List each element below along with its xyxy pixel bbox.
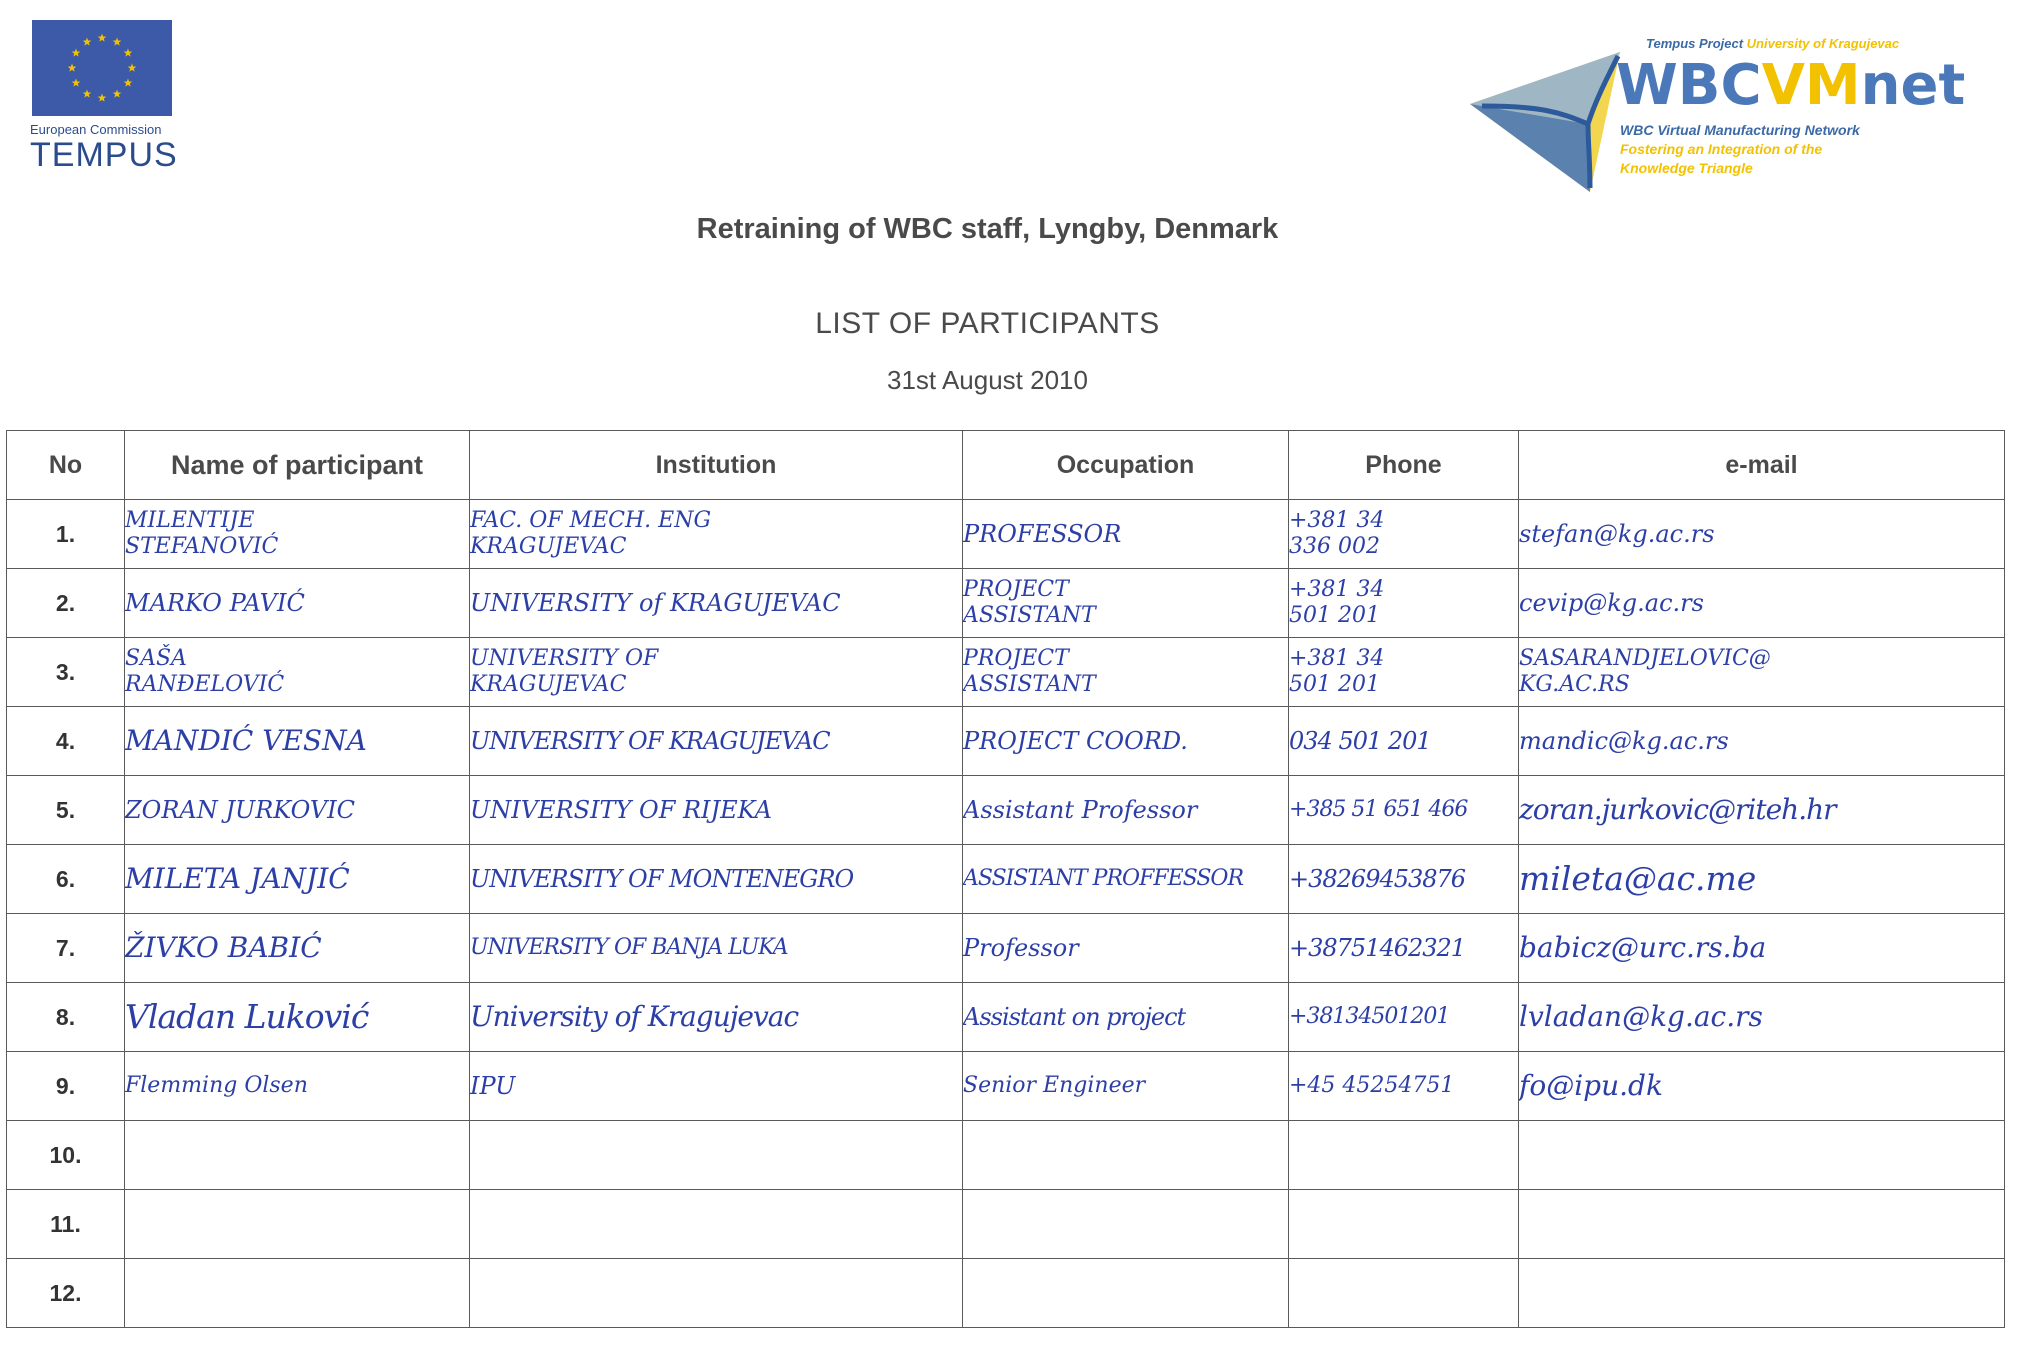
- cell-email-line: stefan@kg.ac.rs: [1519, 520, 1715, 548]
- wbc-logo-subtitle: WBC Virtual Manufacturing Network: [1620, 122, 1860, 138]
- cell-phone-line: +381 34: [1289, 508, 1385, 533]
- wbc-triangle-icon: [1470, 42, 1630, 192]
- eu-star-icon: [83, 89, 92, 97]
- cell-occupation-line: Assistant on project: [963, 1003, 1186, 1031]
- cell-occupation-line: PROJECT: [963, 646, 1069, 671]
- cell-occupation: [963, 1052, 1289, 1121]
- cell-phone: [1289, 1052, 1519, 1121]
- cell-phone: [1289, 776, 1519, 845]
- cell-occupation-line: Assistant Professor: [963, 796, 1198, 824]
- cell-institution: [470, 500, 963, 569]
- cell-name-line: MANDIĆ VESNA: [125, 724, 367, 757]
- cell-occupation: [963, 1121, 1289, 1190]
- cell-name-line: ZORAN JURKOVIC: [125, 796, 356, 824]
- cell-phone: [1289, 914, 1519, 983]
- cell-occupation: [963, 914, 1289, 983]
- cell-email: [1519, 1259, 2005, 1328]
- cell-name: [125, 776, 470, 845]
- cell-email-line: KG.AC.RS: [1519, 672, 1630, 697]
- cell-name: [125, 707, 470, 776]
- cell-phone: [1289, 569, 1519, 638]
- wbcvmnet-logo: [1470, 32, 1990, 192]
- cell-phone-line: 501 201: [1289, 603, 1380, 628]
- cell-occupation: [963, 569, 1289, 638]
- cell-occupation: [963, 1259, 1289, 1328]
- eu-star-icon: [113, 89, 122, 97]
- cell-institution: [470, 707, 963, 776]
- table-header-row: [7, 431, 2005, 500]
- header-phone: Phone: [1289, 431, 1519, 500]
- cell-email-line: SASARANDJELOVIC@: [1519, 646, 1771, 671]
- cell-email-line: babicz@urc.rs.ba: [1519, 931, 1767, 964]
- row-number: 2.: [7, 569, 125, 638]
- cell-email: [1519, 914, 2005, 983]
- wbc-title-part3: net: [1860, 53, 1966, 118]
- cell-occupation-line: PROJECT: [963, 577, 1069, 602]
- wbc-project-line: [1646, 36, 1899, 51]
- cell-email-line: zoran.jurkovic@riteh.hr: [1519, 793, 1836, 826]
- row-number: 5.: [7, 776, 125, 845]
- cell-institution: [470, 776, 963, 845]
- cell-name: [125, 1190, 470, 1259]
- row-number: 8.: [7, 983, 125, 1052]
- table-row: [7, 983, 2005, 1052]
- cell-phone-line: +381 34: [1289, 577, 1385, 602]
- header-name: Name of participant: [125, 431, 470, 500]
- cell-phone-line: +381 34: [1289, 646, 1385, 671]
- cell-name-line: Vladan Luković: [125, 997, 369, 1036]
- cell-email: [1519, 638, 2005, 707]
- table-row: [7, 1052, 2005, 1121]
- document-date: 31st August 2010: [887, 365, 1088, 395]
- cell-occupation: [963, 500, 1289, 569]
- cell-name: [125, 845, 470, 914]
- cell-phone: [1289, 845, 1519, 914]
- cell-email: [1519, 983, 2005, 1052]
- cell-name-line: Flemming Olsen: [125, 1073, 308, 1098]
- cell-phone-line: +38269453876: [1289, 865, 1466, 893]
- table-row: [7, 500, 2005, 569]
- cell-name: [125, 1121, 470, 1190]
- cell-email: [1519, 707, 2005, 776]
- cell-phone: [1289, 1190, 1519, 1259]
- row-number: 3.: [7, 638, 125, 707]
- cell-name: [125, 500, 470, 569]
- cell-name: [125, 638, 470, 707]
- eu-star-icon: [98, 94, 107, 102]
- document-subtitle: LIST OF PARTICIPANTS: [815, 307, 1160, 340]
- header-email: e-mail: [1519, 431, 2005, 500]
- cell-phone: [1289, 638, 1519, 707]
- table-row: [7, 1190, 2005, 1259]
- cell-name-line: MILETA JANJIĆ: [125, 862, 350, 895]
- eu-star-icon: [124, 49, 133, 57]
- cell-occupation-line: ASSISTANT: [963, 603, 1096, 628]
- participants-table: [6, 430, 2005, 1328]
- table-row: [7, 707, 2005, 776]
- cell-institution-line: KRAGUJEVAC: [470, 672, 627, 697]
- table-row: [7, 776, 2005, 845]
- cell-occupation: [963, 1190, 1289, 1259]
- eu-logo-tempus: TEMPUS: [30, 136, 178, 174]
- eu-star-icon: [72, 49, 81, 57]
- cell-phone-line: +45 45254751: [1289, 1073, 1455, 1098]
- cell-name: [125, 914, 470, 983]
- cell-email-line: mandic@kg.ac.rs: [1519, 727, 1729, 755]
- cell-email: [1519, 569, 2005, 638]
- cell-name-line: RANĐELOVIĆ: [125, 672, 285, 697]
- eu-star-icon: [124, 79, 133, 87]
- cell-institution: [470, 914, 963, 983]
- cell-phone: [1289, 1121, 1519, 1190]
- row-number: 12.: [7, 1259, 125, 1328]
- cell-institution: [470, 638, 963, 707]
- row-number: 11.: [7, 1190, 125, 1259]
- cell-email-line: fo@ipu.dk: [1519, 1069, 1663, 1102]
- header-occupation: Occupation: [963, 431, 1289, 500]
- wbc-project-prefix: Tempus Project: [1646, 36, 1744, 51]
- cell-name: [125, 983, 470, 1052]
- eu-tempus-logo: [30, 20, 178, 173]
- cell-phone-line: 501 201: [1289, 672, 1380, 697]
- cell-email-line: lvladan@kg.ac.rs: [1519, 1000, 1763, 1033]
- cell-phone: [1289, 983, 1519, 1052]
- cell-email: [1519, 500, 2005, 569]
- cell-institution-line: KRAGUJEVAC: [470, 534, 627, 559]
- cell-institution: [470, 1190, 963, 1259]
- cell-name-line: MARKO PAVIĆ: [125, 589, 305, 617]
- cell-occupation-line: PROJECT COORD.: [963, 727, 1188, 755]
- cell-institution-line: UNIVERSITY OF MONTENEGRO: [470, 865, 854, 893]
- row-number: 6.: [7, 845, 125, 914]
- cell-institution: [470, 845, 963, 914]
- cell-institution: [470, 983, 963, 1052]
- wbc-title-part1: WBC: [1616, 53, 1762, 118]
- cell-name-line: MILENTIJE: [125, 508, 255, 533]
- cell-phone-line: 336 002: [1289, 534, 1380, 559]
- row-number: 9.: [7, 1052, 125, 1121]
- cell-occupation-line: Senior Engineer: [963, 1073, 1146, 1098]
- cell-name: [125, 1259, 470, 1328]
- eu-star-icon: [68, 64, 77, 72]
- eu-logo-caption: European Commission: [30, 122, 162, 137]
- cell-name-line: ŽIVKO BABIĆ: [125, 931, 322, 964]
- cell-occupation-line: ASSISTANT: [963, 672, 1096, 697]
- cell-name-line: SAŠA: [125, 646, 187, 671]
- cell-institution-line: IPU: [470, 1072, 516, 1100]
- cell-phone: [1289, 707, 1519, 776]
- eu-star-icon: [72, 79, 81, 87]
- cell-email: [1519, 776, 2005, 845]
- eu-star-icon: [98, 34, 107, 42]
- cell-institution-line: UNIVERSITY OF: [470, 646, 659, 671]
- row-number: 4.: [7, 707, 125, 776]
- cell-institution-line: University of Kragujevac: [470, 1000, 799, 1033]
- cell-institution-line: UNIVERSITY OF KRAGUJEVAC: [470, 727, 830, 755]
- cell-occupation: [963, 776, 1289, 845]
- cell-occupation-line: ASSISTANT PROFFESSOR: [963, 866, 1244, 891]
- table-row: [7, 1121, 2005, 1190]
- cell-occupation-line: PROFESSOR: [963, 520, 1122, 548]
- header-no: No: [7, 431, 125, 500]
- cell-occupation: [963, 638, 1289, 707]
- wbc-logo-tagline: Fostering an Integration of the Knowledge Triangle: [1620, 141, 1823, 176]
- cell-institution: [470, 1121, 963, 1190]
- cell-email-line: mileta@ac.me: [1519, 859, 1757, 898]
- row-number: 1.: [7, 500, 125, 569]
- table-row: [7, 845, 2005, 914]
- cell-name: [125, 1052, 470, 1121]
- cell-email: [1519, 1190, 2005, 1259]
- cell-email: [1519, 1052, 2005, 1121]
- eu-star-icon: [113, 38, 122, 46]
- cell-name-line: STEFANOVIĆ: [125, 534, 279, 559]
- cell-email-line: cevip@kg.ac.rs: [1519, 589, 1704, 617]
- table-row: [7, 569, 2005, 638]
- row-number: 10.: [7, 1121, 125, 1190]
- eu-flag-icon: [32, 20, 172, 116]
- cell-institution-line: UNIVERSITY OF RIJEKA: [470, 796, 772, 824]
- cell-occupation: [963, 983, 1289, 1052]
- wbc-title-part2: VM: [1761, 53, 1861, 118]
- cell-institution-line: FAC. OF MECH. ENG: [470, 508, 712, 533]
- cell-institution: [470, 1052, 963, 1121]
- table-row: [7, 638, 2005, 707]
- cell-phone-line: +385 51 651 466: [1289, 797, 1468, 822]
- cell-phone: [1289, 1259, 1519, 1328]
- document-title: Retraining of WBC staff, Lyngby, Denmark: [696, 213, 1279, 245]
- table-row: [7, 1259, 2005, 1328]
- cell-phone: [1289, 500, 1519, 569]
- cell-occupation: [963, 845, 1289, 914]
- cell-institution-line: UNIVERSITY OF BANJA LUKA: [470, 935, 788, 960]
- cell-phone-line: +38751462321: [1289, 934, 1466, 962]
- row-number: 7.: [7, 914, 125, 983]
- eu-star-icon: [83, 38, 92, 46]
- cell-occupation-line: Professor: [963, 934, 1079, 962]
- table-row: [7, 914, 2005, 983]
- cell-institution-line: UNIVERSITY of KRAGUJEVAC: [470, 589, 841, 617]
- eu-star-icon: [128, 64, 137, 72]
- cell-institution: [470, 569, 963, 638]
- cell-occupation: [963, 707, 1289, 776]
- cell-phone-line: 034 501 201: [1289, 727, 1431, 755]
- cell-institution: [470, 1259, 963, 1328]
- cell-email: [1519, 1121, 2005, 1190]
- header-institution: Institution: [470, 431, 963, 500]
- cell-phone-line: +38134501201: [1289, 1004, 1450, 1029]
- wbc-logo-title: [1616, 54, 1965, 118]
- wbc-project-university: University of Kragujevac: [1746, 36, 1900, 51]
- cell-name: [125, 569, 470, 638]
- cell-email: [1519, 845, 2005, 914]
